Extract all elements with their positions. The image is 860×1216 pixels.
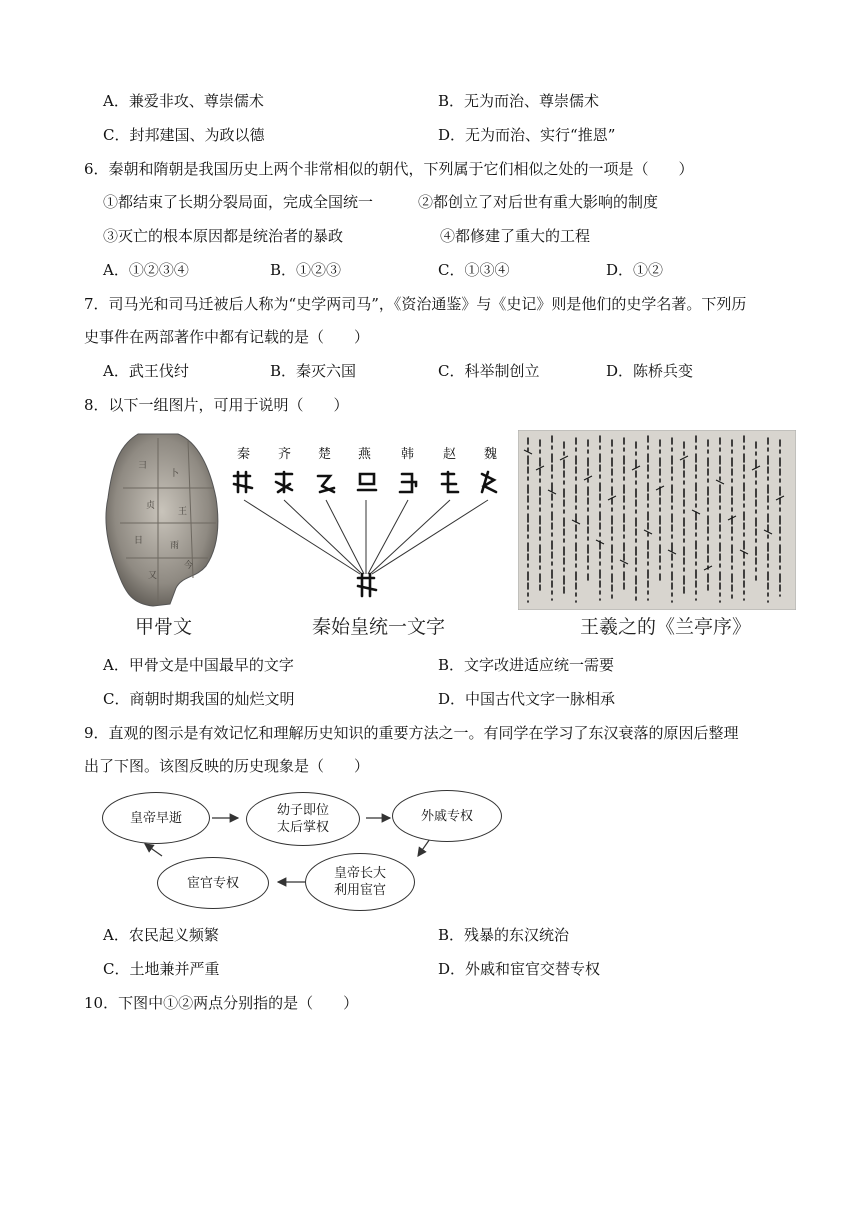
q6-option-c: C．①③④ <box>438 261 510 279</box>
q6-option-b: B．①②③ <box>270 261 342 279</box>
svg-text:日: 日 <box>134 536 144 546</box>
svg-text:又: 又 <box>148 571 158 581</box>
state-label-han: 韩 <box>401 447 415 462</box>
q6-option-d: D．①② <box>606 261 664 279</box>
q6-item-1: ①都结束了长期分裂局面，完成全国统一 <box>103 193 374 211</box>
q9-stem-line1: 9．直观的图示是有效记忆和理解历史知识的重要方法之一。有同学在学习了东汉衰落的原因后整理 <box>84 724 739 742</box>
caption-lanting-xu: 王羲之的《兰亭序》 <box>580 616 752 638</box>
q5-option-d: D．无为而治、实行“推恩” <box>438 126 616 144</box>
q8-option-d: D．中国古代文字一脉相承 <box>438 690 616 708</box>
svg-text:贞: 贞 <box>146 501 156 511</box>
q6-option-a: A．①②③④ <box>103 261 189 279</box>
state-label-qin: 秦 <box>237 447 251 462</box>
state-label-chu: 楚 <box>318 447 332 462</box>
q9-option-d: D．外戚和宦官交替专权 <box>438 960 601 978</box>
node-consort-clan-power: 外戚专权 <box>392 790 502 842</box>
svg-text:雨: 雨 <box>170 541 180 551</box>
caption-qin-unification: 秦始皇统一文字 <box>312 616 446 638</box>
q7-option-b: B．秦灭六国 <box>270 362 357 380</box>
warring-states-glyphs <box>234 472 496 492</box>
q6-stem: 6．秦朝和隋朝是我国历史上两个非常相似的朝代，下列属于它们相似之处的一项是（ ） <box>84 160 694 178</box>
q5-option-c: C．封邦建国、为政以德 <box>103 126 265 144</box>
q6-item-2: ②都创立了对后世有重大影响的制度 <box>418 193 659 211</box>
unified-qin-glyph <box>358 574 376 596</box>
q7-option-d: D．陈桥兵变 <box>606 362 694 380</box>
svg-text:⺕: ⺕ <box>138 461 148 471</box>
q5-option-b: B．无为而治、尊崇儒术 <box>438 92 600 110</box>
svg-text:卜: 卜 <box>170 469 180 479</box>
q7-option-c: C．科举制创立 <box>438 362 540 380</box>
script-unification-diagram <box>226 462 506 607</box>
node-eunuch-power: 宦官专权 <box>157 857 269 909</box>
state-label-zhao: 赵 <box>443 447 457 462</box>
q8-option-b: B．文字改进适应统一需要 <box>438 656 615 674</box>
state-label-yan: 燕 <box>358 447 372 462</box>
q10-stem: 10．下图中①②两点分别指的是（ ） <box>84 994 359 1012</box>
state-label-wei: 魏 <box>484 447 498 462</box>
caption-oracle-bone: 甲骨文 <box>135 616 193 638</box>
q7-option-a: A．武王伐纣 <box>103 362 189 380</box>
q7-stem-line2: 史事件在两部著作中都有记载的是（ ） <box>84 328 370 346</box>
q8-stem: 8．以下一组图片，可用于说明（ ） <box>84 396 349 414</box>
svg-text:今: 今 <box>184 561 194 571</box>
q7-stem-line1: 7．司马光和司马迁被后人称为“史学两司马”，《资治通鉴》与《史记》则是他们的史学名著。下列历 <box>84 295 747 313</box>
oracle-bone-image <box>98 428 228 608</box>
q6-item-4: ④都修建了重大的工程 <box>440 227 591 245</box>
q8-option-c: C．商朝时期我国的灿烂文明 <box>103 690 295 708</box>
q9-option-a: A．农民起义频繁 <box>103 926 219 944</box>
q9-option-b: B．残暴的东汉统治 <box>438 926 570 944</box>
lanting-calligraphy-image <box>518 430 796 610</box>
node-child-emperor-empress-rule: 幼子即位 太后掌权 <box>246 792 360 846</box>
q6-item-3: ③灭亡的根本原因都是统治者的暴政 <box>103 227 344 245</box>
svg-text:王: 王 <box>178 507 188 517</box>
state-label-qi: 齐 <box>278 447 292 462</box>
q9-stem-line2: 出了下图。该图反映的历史现象是（ ） <box>84 757 370 775</box>
node-emperor-dies-young: 皇帝早逝 <box>102 792 210 844</box>
q8-option-a: A．甲骨文是中国最早的文字 <box>103 656 294 674</box>
connector-lines <box>244 500 488 574</box>
q5-option-a: A．兼爱非攻、尊崇儒术 <box>103 92 264 110</box>
q9-option-c: C．土地兼并严重 <box>103 960 220 978</box>
node-emperor-uses-eunuchs: 皇帝长大 利用宦官 <box>305 853 415 911</box>
